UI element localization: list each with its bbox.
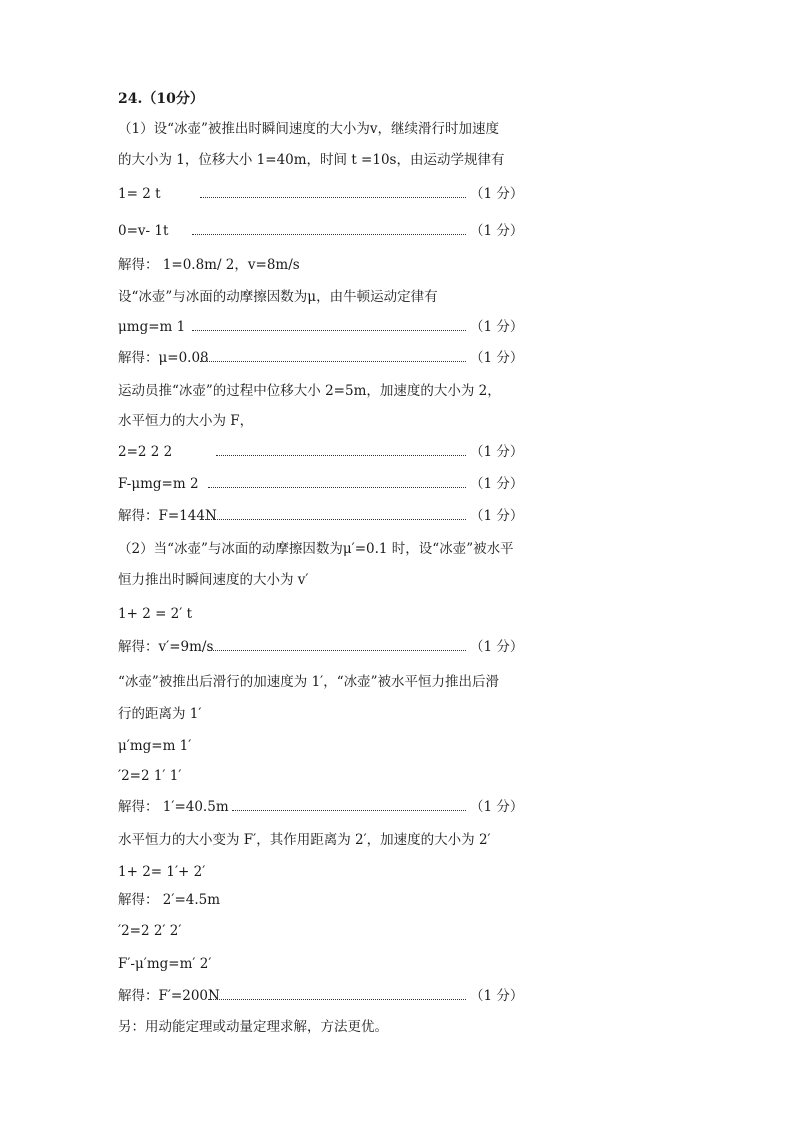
solution-line [118, 286, 548, 308]
solution-line [118, 889, 548, 911]
solution-line-text: F-μmg=m 2 [118, 476, 199, 492]
solution-line-text: （1）设“冰壶”被推出时瞬间速度的大小为v，继续滑行时加速度 [118, 121, 500, 137]
solution-line [118, 953, 548, 975]
solution-line [118, 829, 548, 851]
dot-leader [216, 455, 466, 456]
solution-line-text: 1+ 2= 1′+ 2′ [118, 864, 206, 880]
solution-line [118, 861, 548, 883]
solution-line [118, 569, 548, 591]
solution-line [118, 671, 548, 693]
solution-line-text: 恒力推出时瞬间速度的大小为 v′ [118, 572, 309, 588]
solution-line [118, 735, 548, 757]
solution-line-text: 1+ 2 = 2′ t [118, 606, 193, 622]
solution-line-text: 解得： 1=0.8m/ 2，v=8m/s [118, 257, 300, 273]
dot-leader [208, 650, 466, 651]
dot-leader [200, 361, 466, 362]
dot-leader [192, 330, 466, 331]
dot-leader [208, 999, 466, 1000]
solution-line [118, 380, 548, 402]
solution-line-text: μmg=m 1 [118, 319, 186, 335]
solution-line-text: 0=v- 1t [118, 223, 169, 239]
score-label: （1 分） [470, 476, 524, 492]
solution-line-text: F′-μ′mg=m′ 2′ [118, 956, 212, 972]
solution-line [118, 703, 548, 725]
solution-line [118, 149, 548, 171]
solution-line-text: 行的距离为 1′ [118, 706, 202, 722]
score-label: （1 分） [470, 350, 524, 366]
solution-line-text: 2=2 2 2 [118, 444, 173, 460]
solution-line [118, 603, 548, 625]
solution-line-text: 解得： 2′=4.5m [118, 892, 221, 908]
solution-line-text: 解得： 1′=40.5m [118, 799, 229, 815]
dot-leader [232, 810, 466, 811]
solution-line [118, 410, 548, 432]
solution-line [118, 765, 548, 787]
solution-line-text: 1= 2 t [118, 186, 161, 202]
solution-line-text: （2）当“冰壶”与冰面的动摩擦因数为μ′=0.1 时，设“冰壶”被水平 [118, 541, 514, 557]
solution-line-text: 设“冰壶”与冰面的动摩擦因数为μ，由牛顿运动定律有 [118, 289, 438, 305]
solution-line [118, 254, 548, 276]
score-label: （1 分） [470, 988, 524, 1004]
problem-title: 24.（10分） [118, 91, 204, 107]
score-label: （1 分） [470, 508, 524, 524]
solution-line-text: 另：用动能定理或动量定理求解，方法更优。 [118, 1019, 388, 1035]
score-label: （1 分） [470, 799, 524, 815]
solution-line-text: 水平恒力的大小为 F， [118, 413, 254, 429]
solution-line [118, 538, 548, 560]
solution-line-text: 解得：F′=200N [118, 988, 220, 1004]
score-label: （1 分） [470, 319, 524, 335]
score-label: （1 分） [470, 639, 524, 655]
solution-line-text: 水平恒力的大小变为 F′，其作用距离为 2′，加速度的大小为 2′ [118, 832, 491, 848]
solution-line-text: 解得：v′=9m/s [118, 639, 214, 655]
solution-line-text: ′2=2 1′ 1′ [118, 768, 182, 784]
score-label: （1 分） [470, 186, 524, 202]
solution-line [118, 920, 548, 942]
solution-line-text: 解得：F=144N [118, 508, 217, 524]
solution-line-text: ′2=2 2′ 2′ [118, 923, 182, 939]
solution-line-text: μ′mg=m 1′ [118, 738, 192, 754]
dot-leader [200, 519, 466, 520]
solution-line-text: 的大小为 1，位移大小 1=40m，时间 t =10s，由运动学规律有 [118, 152, 505, 168]
dot-leader [200, 197, 466, 198]
score-label: （1 分） [470, 444, 524, 460]
solution-line-text: 运动员推“冰壶”的过程中位移大小 2=5m，加速度的大小为 2， [118, 383, 501, 399]
solution-line [118, 118, 548, 140]
dot-leader [208, 487, 466, 488]
solution-line-text: “冰壶”被推出后滑行的加速度为 1′，“冰壶”被水平恒力推出后滑 [118, 674, 500, 690]
score-label: （1 分） [470, 223, 524, 239]
solution-line-text: 解得：μ=0.08 [118, 350, 209, 366]
solution-line [118, 1016, 548, 1038]
dot-leader [192, 234, 466, 235]
